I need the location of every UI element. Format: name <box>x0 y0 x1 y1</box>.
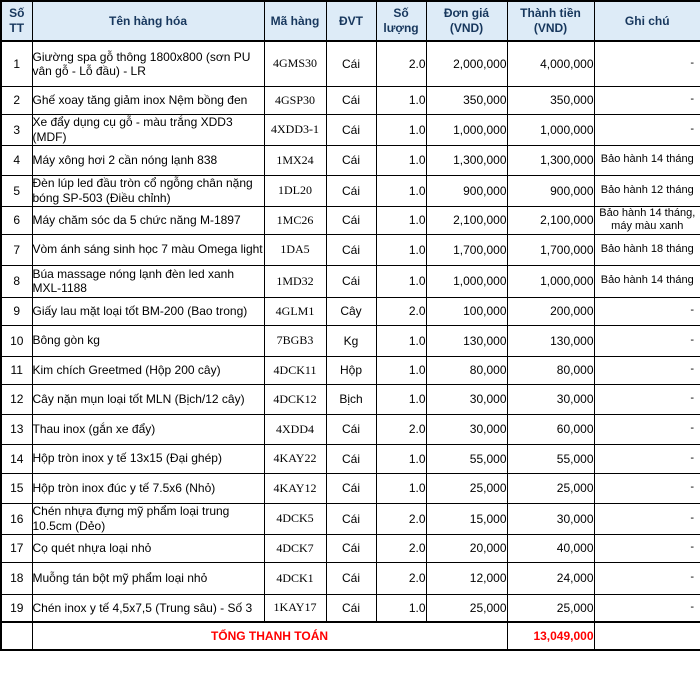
header-qty: Số lượng <box>376 1 426 41</box>
item-note: - <box>594 114 700 145</box>
item-name: Muỗng tán bột mỹ phẩm loại nhỏ <box>32 562 264 594</box>
item-total: 2,100,000 <box>507 206 594 234</box>
item-name: Cây nặn mụn loại tốt MLN (Bịch/12 cây) <box>32 384 264 414</box>
item-total: 1,700,000 <box>507 234 594 265</box>
item-unit: Cái <box>326 414 376 444</box>
item-name: Chén nhựa đựng mỹ phẩm loại trung 10.5cm (Dẻo) <box>32 503 264 534</box>
table-header <box>1 1 700 41</box>
item-price: 350,000 <box>426 86 507 114</box>
item-qty: 1.0 <box>376 175 426 206</box>
item-code: 4GLM1 <box>264 297 326 325</box>
item-price: 100,000 <box>426 297 507 325</box>
item-price: 12,000 <box>426 562 507 594</box>
item-total: 60,000 <box>507 414 594 444</box>
row-number: 5 <box>1 175 32 206</box>
table-row <box>1 41 700 86</box>
row-number: 1 <box>1 41 32 86</box>
item-name: Giấy lau mặt loại tốt BM-200 (Bao trong) <box>32 297 264 325</box>
item-qty: 2.0 <box>376 562 426 594</box>
table-row <box>1 325 700 356</box>
table-row <box>1 444 700 473</box>
item-note: - <box>594 444 700 473</box>
item-unit: Hộp <box>326 356 376 384</box>
item-code: 4XDD4 <box>264 414 326 444</box>
item-unit: Cái <box>326 86 376 114</box>
item-unit: Cái <box>326 206 376 234</box>
row-number: 16 <box>1 503 32 534</box>
row-number: 17 <box>1 534 32 562</box>
table-row <box>1 562 700 594</box>
item-code: 1DA5 <box>264 234 326 265</box>
row-number: 6 <box>1 206 32 234</box>
item-note: - <box>594 503 700 534</box>
item-unit: Cái <box>326 444 376 473</box>
item-note: Bảo hành 18 tháng <box>594 234 700 265</box>
item-name: Búa massage nóng lạnh đèn led xanh MXL-1188 <box>32 265 264 297</box>
item-qty: 1.0 <box>376 145 426 175</box>
header-row <box>1 1 700 41</box>
item-unit: Cái <box>326 41 376 86</box>
item-price: 30,000 <box>426 384 507 414</box>
item-name: Máy xông hơi 2 cần nóng lạnh 838 <box>32 145 264 175</box>
item-price: 1,000,000 <box>426 265 507 297</box>
item-qty: 1.0 <box>376 206 426 234</box>
header-unit: ĐVT <box>326 1 376 41</box>
item-name: Bông gòn kg <box>32 325 264 356</box>
item-code: 1MC26 <box>264 206 326 234</box>
item-total: 130,000 <box>507 325 594 356</box>
item-qty: 2.0 <box>376 414 426 444</box>
row-number: 10 <box>1 325 32 356</box>
header-total: Thành tiền (VND) <box>507 1 594 41</box>
row-number: 11 <box>1 356 32 384</box>
item-code: 4DCK12 <box>264 384 326 414</box>
item-price: 55,000 <box>426 444 507 473</box>
table-row <box>1 534 700 562</box>
item-note: - <box>594 384 700 414</box>
item-total: 25,000 <box>507 473 594 503</box>
item-price: 15,000 <box>426 503 507 534</box>
grand-total-value: 13,049,000 <box>507 622 594 650</box>
item-qty: 1.0 <box>376 325 426 356</box>
item-price: 2,000,000 <box>426 41 507 86</box>
item-code: 7BGB3 <box>264 325 326 356</box>
item-unit: Kg <box>326 325 376 356</box>
item-qty: 2.0 <box>376 41 426 86</box>
item-qty: 1.0 <box>376 265 426 297</box>
grand-total-row <box>1 622 700 650</box>
table-row <box>1 297 700 325</box>
item-qty: 1.0 <box>376 384 426 414</box>
grand-total-empty-stt <box>1 622 32 650</box>
item-total: 1,300,000 <box>507 145 594 175</box>
item-unit: Cái <box>326 594 376 622</box>
item-qty: 1.0 <box>376 594 426 622</box>
item-note: - <box>594 325 700 356</box>
header-code: Mã hàng <box>264 1 326 41</box>
item-unit: Cái <box>326 234 376 265</box>
item-unit: Bịch <box>326 384 376 414</box>
item-unit: Cái <box>326 114 376 145</box>
item-note: Bảo hành 14 tháng <box>594 265 700 297</box>
grand-total-empty-note <box>594 622 700 650</box>
table-row <box>1 594 700 622</box>
item-name: Thau inox (gắn xe đẩy) <box>32 414 264 444</box>
item-note: Bảo hành 14 tháng, máy màu xanh <box>594 206 700 234</box>
item-total: 40,000 <box>507 534 594 562</box>
table-row <box>1 175 700 206</box>
item-code: 4GMS30 <box>264 41 326 86</box>
table-row <box>1 114 700 145</box>
item-qty: 2.0 <box>376 534 426 562</box>
item-note: Bảo hành 12 tháng <box>594 175 700 206</box>
row-number: 19 <box>1 594 32 622</box>
table-body <box>1 41 700 622</box>
row-number: 12 <box>1 384 32 414</box>
item-name: Kim chích Greetmed (Hộp 200 cây) <box>32 356 264 384</box>
item-code: 1KAY17 <box>264 594 326 622</box>
table-row <box>1 234 700 265</box>
item-qty: 1.0 <box>376 234 426 265</box>
item-unit: Cái <box>326 503 376 534</box>
item-total: 30,000 <box>507 384 594 414</box>
item-unit: Cái <box>326 175 376 206</box>
item-name: Chén inox y tế 4,5x7,5 (Trung sâu) - Số 3 <box>32 594 264 622</box>
item-code: 4XDD3-1 <box>264 114 326 145</box>
item-name: Ghế xoay tăng giảm inox Nệm bồng đen <box>32 86 264 114</box>
item-total: 24,000 <box>507 562 594 594</box>
item-total: 900,000 <box>507 175 594 206</box>
item-name: Cọ quét nhựa loại nhỏ <box>32 534 264 562</box>
item-price: 130,000 <box>426 325 507 356</box>
table-row <box>1 265 700 297</box>
item-unit: Cái <box>326 562 376 594</box>
item-total: 25,000 <box>507 594 594 622</box>
item-note: - <box>594 86 700 114</box>
item-price: 25,000 <box>426 473 507 503</box>
item-note: - <box>594 297 700 325</box>
item-total: 350,000 <box>507 86 594 114</box>
item-code: 4DCK1 <box>264 562 326 594</box>
item-code: 4DCK11 <box>264 356 326 384</box>
item-name: Đèn lúp led đầu tròn cổ ngỗng chân nặng bóng SP-503 (Điều chỉnh) <box>32 175 264 206</box>
item-total: 30,000 <box>507 503 594 534</box>
item-note: - <box>594 473 700 503</box>
item-total: 1,000,000 <box>507 265 594 297</box>
item-code: 4GSP30 <box>264 86 326 114</box>
item-note: - <box>594 562 700 594</box>
row-number: 2 <box>1 86 32 114</box>
row-number: 15 <box>1 473 32 503</box>
item-note: - <box>594 594 700 622</box>
item-name: Xe đẩy dụng cụ gỗ - màu trắng XDD3 (MDF) <box>32 114 264 145</box>
item-note: - <box>594 534 700 562</box>
item-total: 80,000 <box>507 356 594 384</box>
item-qty: 1.0 <box>376 473 426 503</box>
table-row <box>1 473 700 503</box>
item-name: Giường spa gỗ thông 1800x800 (sơn PU vân gỗ - Lỗ đầu) - LR <box>32 41 264 86</box>
item-total: 1,000,000 <box>507 114 594 145</box>
header-price: Đơn giá (VND) <box>426 1 507 41</box>
item-price: 80,000 <box>426 356 507 384</box>
item-code: 1DL20 <box>264 175 326 206</box>
item-code: 4DCK5 <box>264 503 326 534</box>
row-number: 4 <box>1 145 32 175</box>
item-price: 20,000 <box>426 534 507 562</box>
grand-total-label: TỔNG THANH TOÁN <box>32 622 507 650</box>
item-qty: 1.0 <box>376 86 426 114</box>
item-code: 1MD32 <box>264 265 326 297</box>
item-price: 1,000,000 <box>426 114 507 145</box>
table-footer <box>1 622 700 650</box>
table-row <box>1 206 700 234</box>
item-qty: 2.0 <box>376 297 426 325</box>
item-name: Hộp tròn inox y tế 13x15 (Đại ghép) <box>32 444 264 473</box>
item-code: 4KAY22 <box>264 444 326 473</box>
item-code: 4DCK7 <box>264 534 326 562</box>
item-name: Máy chăm sóc da 5 chức năng M-1897 <box>32 206 264 234</box>
item-total: 55,000 <box>507 444 594 473</box>
item-code: 1MX24 <box>264 145 326 175</box>
item-qty: 1.0 <box>376 444 426 473</box>
header-stt: Số TT <box>1 1 32 41</box>
table-row <box>1 356 700 384</box>
item-price: 1,700,000 <box>426 234 507 265</box>
header-name: Tên hàng hóa <box>32 1 264 41</box>
item-qty: 1.0 <box>376 356 426 384</box>
item-unit: Cái <box>326 265 376 297</box>
table-row <box>1 503 700 534</box>
row-number: 13 <box>1 414 32 444</box>
item-price: 25,000 <box>426 594 507 622</box>
row-number: 18 <box>1 562 32 594</box>
row-number: 9 <box>1 297 32 325</box>
item-code: 4KAY12 <box>264 473 326 503</box>
item-note: Bảo hành 14 tháng <box>594 145 700 175</box>
table-row <box>1 86 700 114</box>
item-name: Hộp tròn inox đúc y tế 7.5x6 (Nhỏ) <box>32 473 264 503</box>
item-qty: 1.0 <box>376 114 426 145</box>
item-price: 2,100,000 <box>426 206 507 234</box>
item-note: - <box>594 356 700 384</box>
item-unit: Cái <box>326 473 376 503</box>
table-row <box>1 384 700 414</box>
item-price: 1,300,000 <box>426 145 507 175</box>
item-total: 200,000 <box>507 297 594 325</box>
row-number: 14 <box>1 444 32 473</box>
table-row <box>1 414 700 444</box>
item-total: 4,000,000 <box>507 41 594 86</box>
row-number: 8 <box>1 265 32 297</box>
row-number: 7 <box>1 234 32 265</box>
item-unit: Cái <box>326 145 376 175</box>
item-name: Vòm ánh sáng sinh học 7 màu Omega light <box>32 234 264 265</box>
row-number: 3 <box>1 114 32 145</box>
item-qty: 2.0 <box>376 503 426 534</box>
item-price: 30,000 <box>426 414 507 444</box>
item-note: - <box>594 414 700 444</box>
item-unit: Cây <box>326 297 376 325</box>
item-note: - <box>594 41 700 86</box>
item-price: 900,000 <box>426 175 507 206</box>
item-unit: Cái <box>326 534 376 562</box>
header-note: Ghi chú <box>594 1 700 41</box>
table-row <box>1 145 700 175</box>
